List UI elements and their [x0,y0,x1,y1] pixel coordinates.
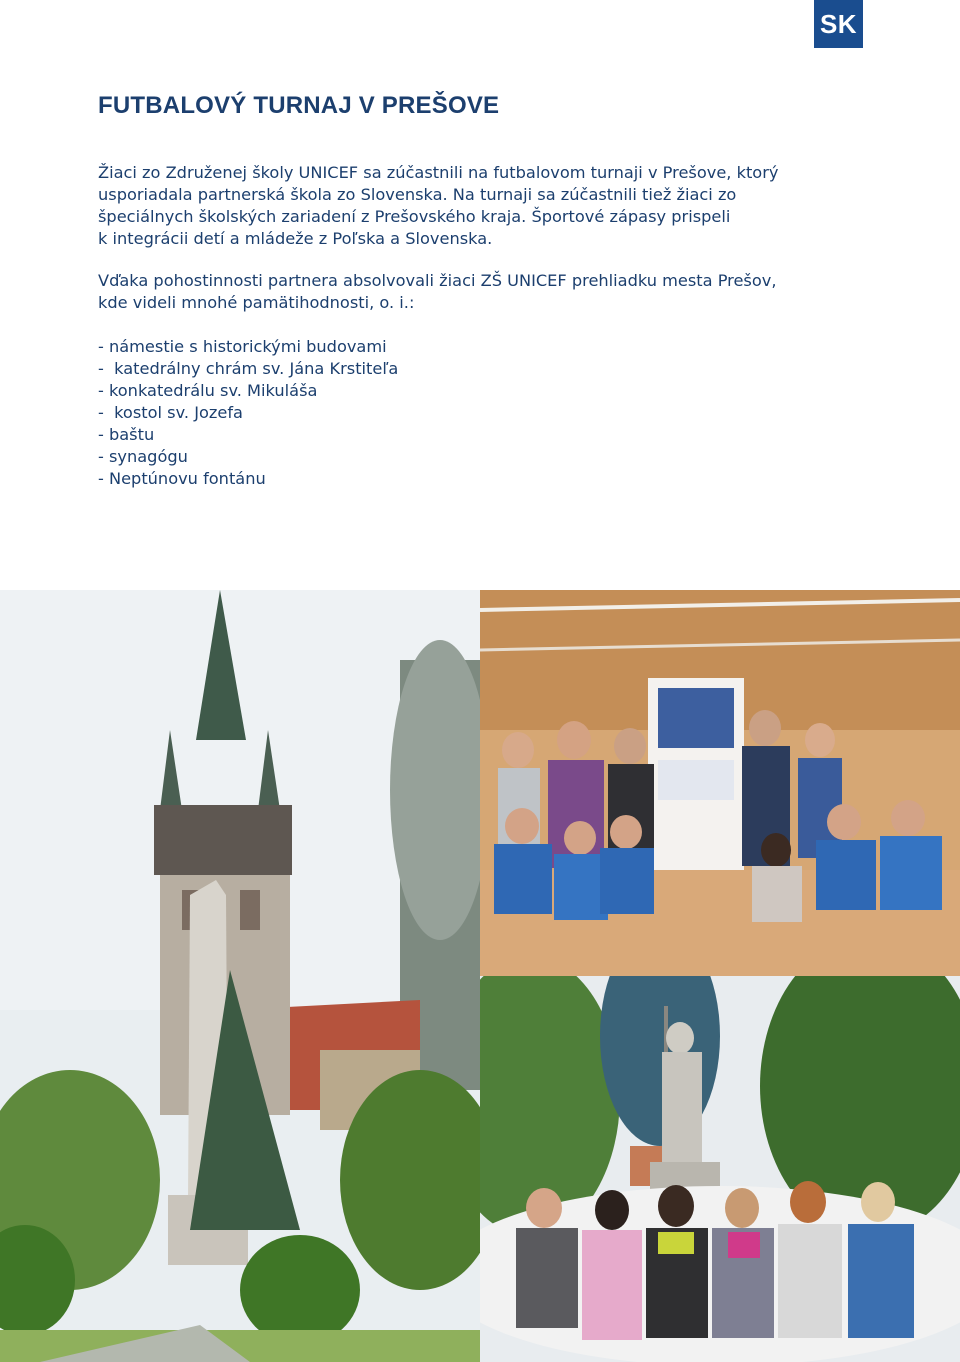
text-line: k integrácii detí a mládeže z Poľska a Slovenska. [98,229,493,248]
list-item: - katedrálny chrám sv. Jána Krstiteľa [98,359,399,378]
page-title: FUTBALOVÝ TURNAJ V PREŠOVE [98,92,500,119]
list-item: - Neptúnovu fontánu [98,469,266,488]
list-item: - baštu [98,425,155,444]
text-line: špeciálnych školských zariadení z Prešovského kraja. Športové zápasy prispeli [98,207,731,226]
list-item: - synagógu [98,447,188,466]
landmarks-list [98,336,398,490]
text-line: Žiaci zo Združenej školy UNICEF sa zúčastnili na futbalovom turnaji v Prešove, ktorý [98,163,779,182]
list-item: - námestie s historickými budovami [98,337,387,356]
group-hall-photo [480,590,960,976]
cathedral-photo [0,590,480,1362]
tour-paragraph [98,270,858,314]
text-line: kde videli mnohé pamätihodnosti, o. i.: [98,293,415,312]
intro-paragraph [98,162,858,250]
list-item: - konkatedrálu sv. Mikuláša [98,381,318,400]
language-badge: SK [814,0,863,48]
text-line: usporiadala partnerská škola zo Slovenska. Na turnaji sa zúčastnili tiež žiaci zo [98,185,737,204]
fountain-photo [480,976,960,1362]
list-item: - kostol sv. Jozefa [98,403,243,422]
text-line: Vďaka pohostinnosti partnera absolvovali žiaci ZŠ UNICEF prehliadku mesta Prešov, [98,271,777,290]
